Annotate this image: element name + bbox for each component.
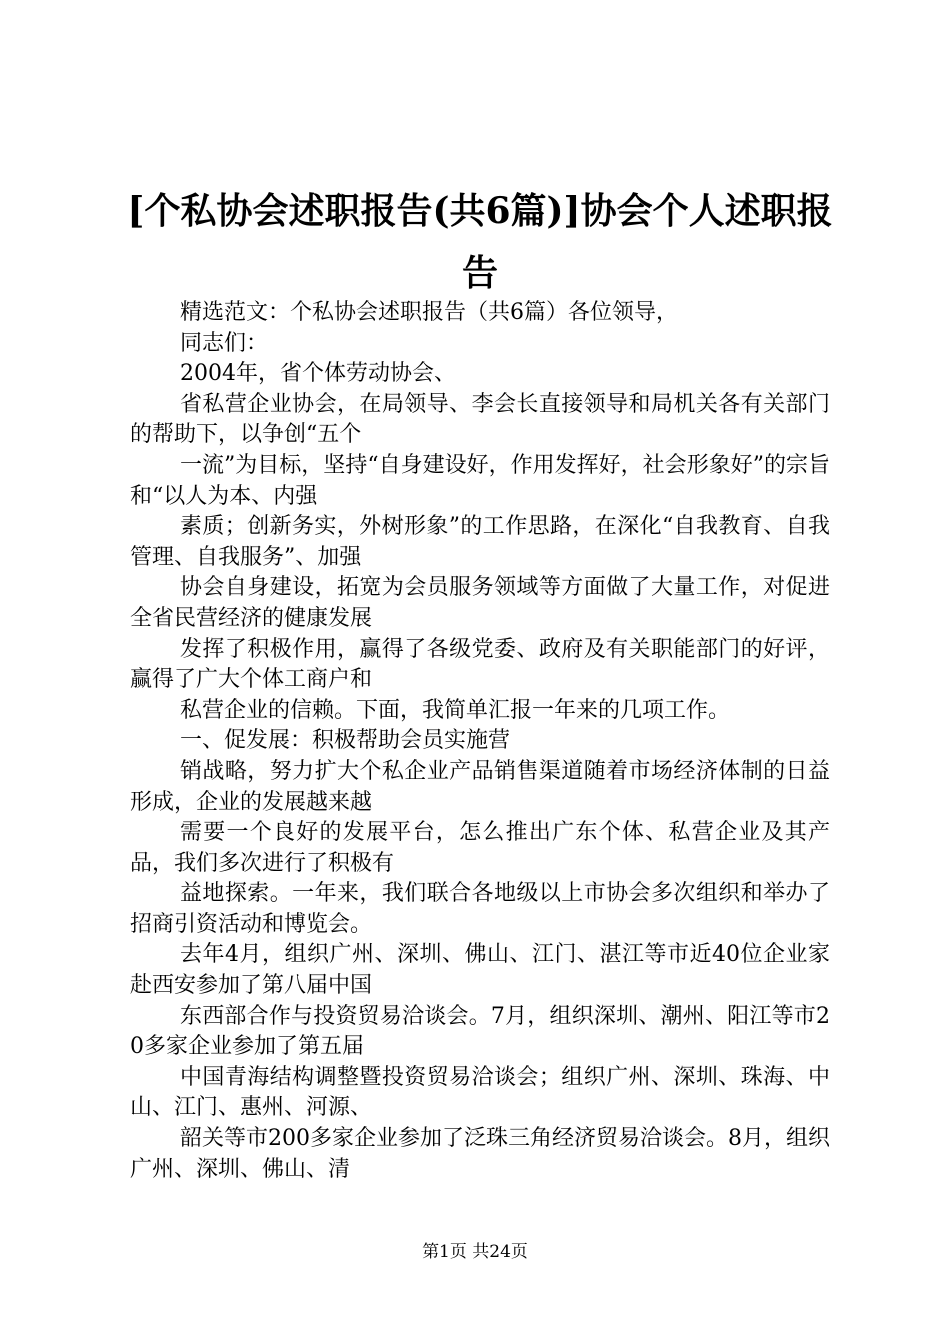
paragraph: 省私营企业协会，在局领导、李会长直接领导和局机关各有关部门的帮助下，以争创“五个	[130, 391, 830, 448]
paragraph: 协会自身建设，拓宽为会员服务领域等方面做了大量工作，对促进全省民营经济的健康发展	[130, 575, 830, 631]
document-title: [个私协会述职报告(共6篇)]协会个人述职报告	[127, 190, 833, 294]
page-number-footer: 第1页 共24页	[422, 1242, 528, 1262]
paragraph: 中国青海结构调整暨投资贸易洽谈会；组织广州、深圳、珠海、中山、江门、惠州、河源、	[130, 1064, 830, 1121]
paragraph: 一、促发展：积极帮助会员实施营	[180, 728, 511, 754]
paragraph: 精选范文：个私协会述职报告（共6篇）各位领导，	[180, 300, 678, 325]
paragraph: 益地探索。一年来，我们联合各地级以上市协会多次组织和举办了招商引资活动和博览会。	[130, 881, 830, 937]
paragraph: 销战略，努力扩大个私企业产品销售渠道随着市场经济体制的日益形成，企业的发展越来越	[130, 758, 830, 815]
paragraph: 素质；创新务实，外树形象”的工作思路，在深化“自我教育、自我管理、自我服务”、加强	[130, 514, 830, 570]
paragraph: 2004年，省个体劳动协会、	[180, 361, 456, 387]
paragraph: 需要一个良好的发展平台，怎么推出广东个体、私营企业及其产品，我们多次进行了积极有	[130, 820, 830, 876]
paragraph: 韶关等市200多家企业参加了泛珠三角经济贸易洽谈会。8月，组织广州、深圳、佛山、清	[130, 1126, 830, 1182]
paragraph: 一流”为目标，坚持“自身建设好，作用发挥好，社会形象好”的宗旨和“以人为本、内强	[130, 452, 830, 509]
paragraph: 去年4月，组织广州、深圳、佛山、江门、湛江等市近40位企业家赴西安参加了第八届中国	[130, 942, 830, 999]
paragraph: 东西部合作与投资贸易洽谈会。7月，组织深圳、潮州、阳江等市20多家企业参加了第五届	[130, 1003, 830, 1060]
paragraph: 私营企业的信赖。下面，我简单汇报一年来的几项工作。	[180, 697, 731, 723]
paragraph: 发挥了积极作用，赢得了各级党委、政府及有关职能部门的好评，赢得了广大个体工商户和	[130, 636, 830, 693]
paragraph: 同志们：	[180, 330, 269, 356]
document-body	[130, 298, 830, 1185]
